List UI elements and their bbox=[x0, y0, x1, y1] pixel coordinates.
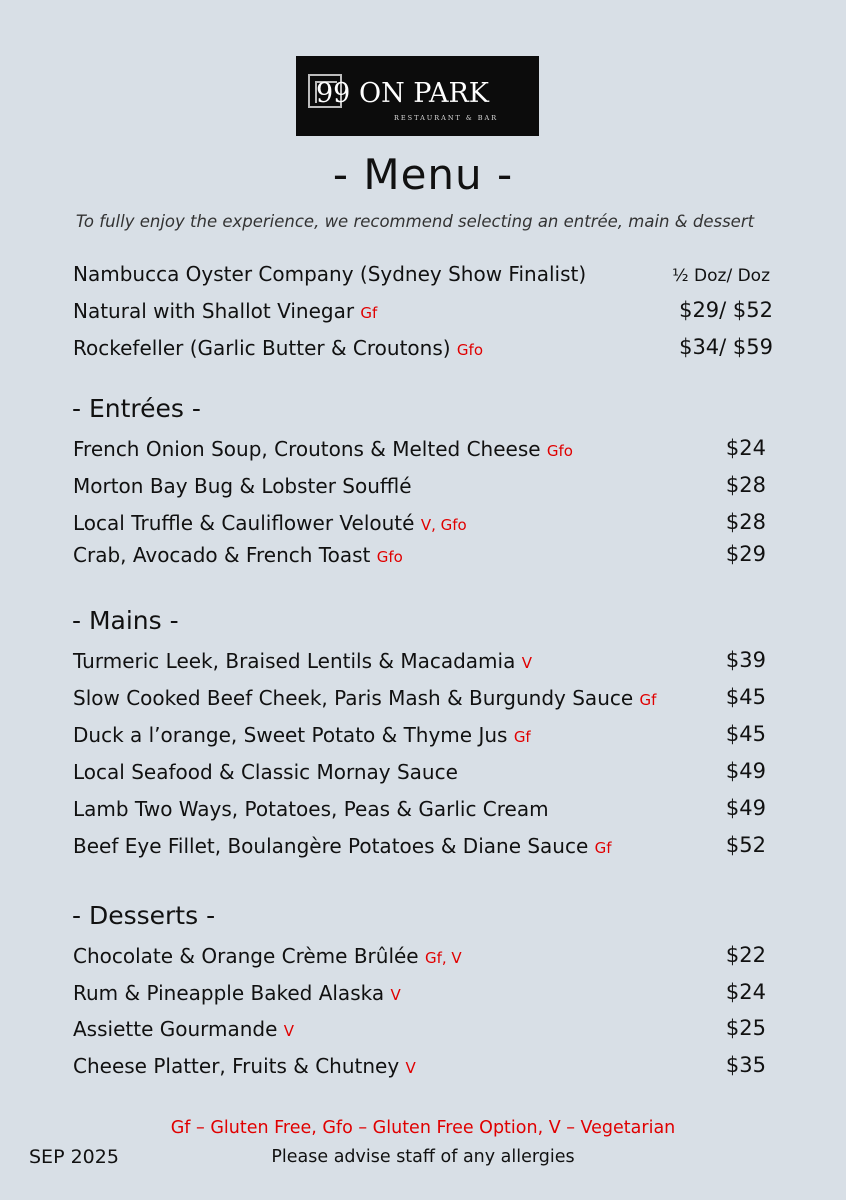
menu-item bbox=[73, 1054, 773, 1078]
item-price: $29 bbox=[725, 542, 766, 566]
menu-title: - Menu - bbox=[332, 150, 514, 199]
item-price: $35 bbox=[725, 1053, 766, 1077]
menu-item bbox=[73, 797, 773, 821]
menu-item bbox=[73, 760, 773, 784]
item-name: Local Seafood & Classic Mornay Sauce bbox=[73, 760, 458, 784]
item-name: Duck a l’orange, Sweet Potato & Thyme Jus bbox=[73, 723, 508, 747]
item-price: $49 bbox=[725, 759, 766, 783]
item-name: Natural with Shallot Vinegar bbox=[73, 299, 355, 323]
dietary-tag: V, Gfo bbox=[420, 516, 467, 534]
item-name: Local Truffle & Cauliflower Velouté bbox=[73, 511, 415, 535]
dietary-tag: V bbox=[283, 1022, 295, 1040]
item-name: Rum & Pineapple Baked Alaska bbox=[73, 981, 385, 1005]
item-price: $29/ $52 bbox=[679, 298, 773, 322]
item-name: Assiette Gourmande bbox=[73, 1017, 278, 1041]
dietary-tag: V bbox=[405, 1059, 416, 1077]
restaurant-logo bbox=[296, 56, 539, 136]
item-price: $39 bbox=[725, 648, 766, 672]
item-price: $45 bbox=[725, 685, 766, 709]
menu-item bbox=[73, 944, 773, 968]
item-price: $24 bbox=[725, 980, 766, 1004]
menu-item bbox=[73, 686, 773, 710]
allergy-note: Please advise staff of any allergies bbox=[271, 1147, 575, 1167]
dietary-tag: V bbox=[521, 654, 532, 672]
item-price: $49 bbox=[725, 796, 766, 820]
item-price: $28 bbox=[725, 510, 766, 534]
item-name: Lamb Two Ways, Potatoes, Peas & Garlic Cream bbox=[73, 797, 549, 821]
menu-item bbox=[73, 474, 773, 498]
menu-item bbox=[73, 981, 773, 1005]
menu-date: SEP 2025 bbox=[29, 1146, 119, 1168]
item-name: Crab, Avocado & French Toast bbox=[73, 543, 371, 567]
oyster-header bbox=[73, 262, 773, 286]
dietary-tag: V bbox=[390, 986, 401, 1004]
logo-name: 99 ON PARK bbox=[316, 78, 489, 109]
menu-item bbox=[73, 299, 773, 323]
dietary-tag: Gf bbox=[639, 691, 657, 709]
dietary-tag: Gf bbox=[360, 304, 378, 322]
item-name: Turmeric Leek, Braised Lentils & Macadamia bbox=[73, 649, 516, 673]
item-price: $45 bbox=[725, 722, 766, 746]
item-price: $52 bbox=[725, 833, 766, 857]
menu-item bbox=[73, 834, 773, 858]
item-price: $28 bbox=[725, 473, 766, 497]
item-price: $25 bbox=[725, 1016, 766, 1040]
dietary-tag: Gfo bbox=[546, 442, 573, 460]
oyster-header-text: Nambucca Oyster Company (Sydney Show Finalist) bbox=[73, 262, 587, 286]
menu-item bbox=[73, 1017, 773, 1041]
dietary-tag: Gf bbox=[594, 839, 612, 857]
item-name: Cheese Platter, Fruits & Chutney bbox=[73, 1054, 400, 1078]
dietary-tag: Gf, V bbox=[424, 949, 462, 967]
item-name: Chocolate & Orange Crème Brûlée bbox=[73, 944, 419, 968]
item-name: Slow Cooked Beef Cheek, Paris Mash & Burgundy Sauce bbox=[73, 686, 634, 710]
dietary-legend: Gf – Gluten Free, Gfo – Gluten Free Option, V – Vegetarian bbox=[170, 1118, 676, 1138]
item-price: $34/ $59 bbox=[679, 335, 773, 359]
item-name: Rockefeller (Garlic Butter & Croutons) bbox=[73, 336, 451, 360]
item-price: $22 bbox=[725, 943, 766, 967]
menu-item bbox=[73, 723, 773, 747]
item-name: Beef Eye Fillet, Boulangère Potatoes & Diane Sauce bbox=[73, 834, 589, 858]
menu-item bbox=[73, 437, 773, 461]
section-heading-mains: - Mains - bbox=[72, 606, 179, 635]
logo-subtitle: RESTAURANT & BAR bbox=[394, 114, 499, 122]
menu-tagline: To fully enjoy the experience, we recommend selecting an entrée, main & dessert bbox=[75, 212, 755, 231]
dietary-tag: Gfo bbox=[456, 341, 484, 359]
item-name: Morton Bay Bug & Lobster Soufflé bbox=[73, 474, 412, 498]
menu-item bbox=[73, 511, 773, 535]
oyster-unit: ½ Doz/ Doz bbox=[672, 266, 770, 286]
section-heading-entrees: - Entrées - bbox=[72, 394, 201, 423]
menu-item bbox=[73, 543, 773, 567]
item-price: $24 bbox=[725, 436, 766, 460]
dietary-tag: Gf bbox=[513, 728, 531, 746]
dietary-tag: Gfo bbox=[376, 548, 403, 566]
menu-item bbox=[73, 649, 773, 673]
item-name: French Onion Soup, Croutons & Melted Cheese bbox=[73, 437, 541, 461]
section-heading-desserts: - Desserts - bbox=[72, 901, 216, 930]
menu-item bbox=[73, 336, 773, 360]
